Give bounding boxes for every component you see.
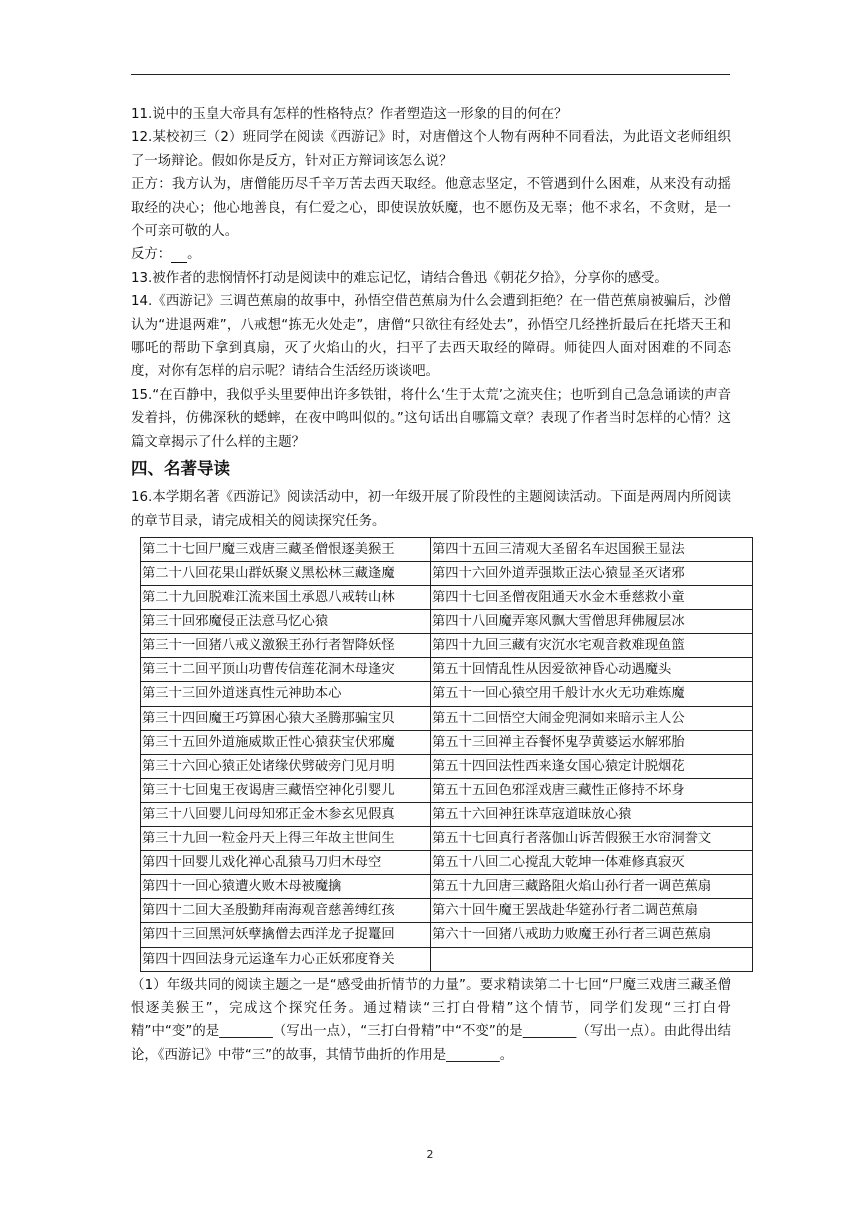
chapter-cell-right: 第五十一回心猿空用千般计水火无功难炼魔 [431, 682, 753, 706]
chapter-cell-right: 第四十五回三清观大圣留名车迟国猴王显法 [431, 537, 753, 561]
con-label: 反方： [131, 247, 172, 263]
chapter-cell-right: 第四十八回魔弄寒风飘大雪僧思拜佛履层冰 [431, 610, 753, 634]
chapter-cell-left: 第三十四回魔王巧算困心猿大圣腾那骗宝贝 [141, 706, 431, 730]
chapter-cell-left: 第三十二回平顶山功曹传信莲花洞木母逢灾 [141, 658, 431, 682]
table-row [141, 875, 753, 899]
chapter-cell-left: 第四十二回大圣殷勤拜南海观音慈善缚红孩 [141, 899, 431, 923]
chapter-cell-right: 第五十回情乱性从因爱欲神昏心动遇魔头 [431, 658, 753, 682]
question-13: 13.被作者的悲悯情怀打动是阅读中的难忘记忆，请结合鲁迅《朝花夕拾》，分享你的感受。 [131, 270, 668, 286]
chapter-cell-left: 第三十五回外道施威欺正性心猿获宝伏邪魔 [141, 730, 431, 754]
chapter-cell-left: 第三十六回心猿正处诸缘伏劈破旁门见月明 [141, 754, 431, 778]
chapter-cell-right: 第六十一回猪八戒助力败魔王孙行者三调芭蕉扇 [431, 923, 753, 947]
con-end: 。 [187, 247, 201, 263]
chapter-cell-right: 第五十六回神狂诛草寇道昧放心猿 [431, 802, 753, 826]
chapter-cell-left: 第二十八回花果山群妖聚义黑松林三藏逢魔 [141, 562, 431, 586]
table-row [141, 923, 753, 947]
table-row [141, 537, 753, 561]
chapter-cell-left: 第三十三回外道迷真性元神助本心 [141, 682, 431, 706]
question-12-pro-side: 正方：我方认为，唐僧能历尽千辛万苦去西天取经。他意志坚定，不管遇到什么困难，从来没有动摇取经的决心；他心地善良，有仁爱之心，即使误放妖魔，也不愿伤及无辜；他不求名，不贪财，是一个可亲可敬的人。 [131, 177, 731, 240]
table-row [141, 586, 753, 610]
chapter-cell-right: 第五十二回悟空大闹金兜洞如来暗示主人公 [431, 706, 753, 730]
chapter-cell-left: 第三十九回一粒金丹天上得三年故主世间生 [141, 827, 431, 851]
table-row [141, 634, 753, 658]
question-14: 14.《西游记》三调芭蕉扇的故事中，孙悟空借芭蕉扇为什么会遭到拒绝？在一借芭蕉扇被骗后，沙僧认为“进退两难”，八戒想“拣无火处走”，唐僧“只欲往有经处去”，孙悟空几经挫折最后在托塔天王和哪吒的帮助下拿到真扇，灭了火焰山的火，扫平了去西天取经的障碍。师徒四人面对困难的不同态度，对你有怎样的启示呢？请结合生活经历谈谈吧。 [131, 294, 731, 380]
chapter-cell-left: 第四十一回心猿遭火败木母被魔擒 [141, 875, 431, 899]
chapter-cell-left: 第三十七回鬼王夜谒唐三藏悟空神化引婴儿 [141, 778, 431, 802]
table-row [141, 562, 753, 586]
table-row [141, 947, 753, 971]
table-row [141, 802, 753, 826]
task-text-1: （1）年级共同的阅读主题之一是“感受曲折情节的力量”。要求精读第二十七回“尸魔三戏唐三藏圣僧恨逐美猴王”，完成这个探究任务。通过精读“三打白骨精”这个情节，同学们发现“三打白骨精”中“变”的是 [131, 977, 731, 1040]
chapter-cell-right: 第四十七回圣僧夜阻通天水金木垂慈救小童 [431, 586, 753, 610]
table-row [141, 851, 753, 875]
chapter-cell-right: 第六十回牛魔王罢战赴华筵孙行者二调芭蕉扇 [431, 899, 753, 923]
chapter-table [140, 537, 753, 972]
chapter-cell-right: 第五十五回色邪淫戏唐三藏性正修持不坏身 [431, 778, 753, 802]
chapter-cell-right: 第五十七回真行者落伽山诉苦假猴王水帘洞誊文 [431, 827, 753, 851]
table-row [141, 730, 753, 754]
table-row [141, 658, 753, 682]
answer-blank-3: ________ [446, 1047, 500, 1063]
table-row [141, 706, 753, 730]
answer-blank [171, 248, 187, 263]
question-15: 15.“在百静中，我似乎头里要伸出许多铁钳，将什么‘生于太荒’之流夹住；也听到自己急急诵读的声音发着抖，仿佛深秋的蟋蟀，在夜中鸣叫似的。”这句话出自哪篇文章？表现了作者当时怎样的心情？这篇文章揭示了什么样的主题？ [131, 387, 731, 450]
chapter-cell-left: 第三十八回婴儿问母知邪正金木参玄见假真 [141, 802, 431, 826]
question-12-con-side [131, 243, 731, 266]
document-body [131, 103, 731, 1067]
chapter-cell-right [431, 947, 753, 971]
page-number: 2 [426, 1148, 434, 1161]
chapter-cell-right: 第五十九回唐三藏路阻火焰山孙行者一调芭蕉扇 [431, 875, 753, 899]
chapter-cell-left: 第三十一回猪八戒义激猴王孙行者智降妖怪 [141, 634, 431, 658]
chapter-cell-left: 第三十回邪魔侵正法意马忆心猿 [141, 610, 431, 634]
question-11: 11.说中的玉皇大帝具有怎样的性格特点？作者塑造这一形象的目的何在？ [131, 107, 568, 122]
table-row [141, 827, 753, 851]
chapter-cell-left: 第二十九回脱难江流来国土承恩八戒转山林 [141, 586, 431, 610]
section-title: 四、名著导读 [131, 459, 230, 479]
chapter-table-body [141, 537, 753, 971]
chapter-cell-left: 第二十七回尸魔三戏唐三藏圣僧恨逐美猴王 [141, 537, 431, 561]
task-text-2: （写出一点），“三打白骨精”中“不变”的是 [272, 1024, 523, 1040]
chapter-cell-right: 第四十九回三藏有灾沉水宅观音救难现鱼篮 [431, 634, 753, 658]
question-16-intro: 16.本学期名著《西游记》阅读活动中，初一年级开展了阶段性的主题阅读活动。下面是两周内所阅读的章节目录，请完成相关的阅读探究任务。 [131, 490, 731, 529]
task-text-4: 。 [499, 1047, 514, 1063]
table-row [141, 778, 753, 802]
chapter-cell-right: 第五十八回二心搅乱大乾坤一体难修真寂灭 [431, 851, 753, 875]
question-16-task [131, 974, 731, 1068]
chapter-cell-left: 第四十四回法身元运逢车力心正妖邪度脊关 [141, 947, 431, 971]
table-row [141, 754, 753, 778]
answer-blank-1: ________ [219, 1024, 273, 1040]
table-row [141, 899, 753, 923]
header-rule [131, 74, 730, 75]
chapter-cell-left: 第四十回婴儿戏化禅心乱猿马刀归木母空 [141, 851, 431, 875]
task-text-3: （写出一点）。由此得出结论，《西游记》中带“三”的故事，其情节曲折的作用是 [131, 1024, 731, 1063]
chapter-cell-right: 第五十三回禅主吞餐怀鬼孕黄婆运水解邪胎 [431, 730, 753, 754]
table-row [141, 610, 753, 634]
chapter-cell-right: 第四十六回外道弄强欺正法心猿显圣灭诸邪 [431, 562, 753, 586]
question-12: 12.某校初三（2）班同学在阅读《西游记》时，对唐僧这个人物有两种不同看法，为此语文老师组织了一场辩论。假如你是反方，针对正方辩词该怎么说？ [131, 130, 731, 169]
chapter-cell-right: 第五十四回法性西来逢女国心猿定计脱烟花 [431, 754, 753, 778]
table-row [141, 682, 753, 706]
answer-blank-2: ________ [522, 1024, 577, 1040]
chapter-cell-left: 第四十三回黑河妖孽擒僧去西洋龙子捉鼍回 [141, 923, 431, 947]
